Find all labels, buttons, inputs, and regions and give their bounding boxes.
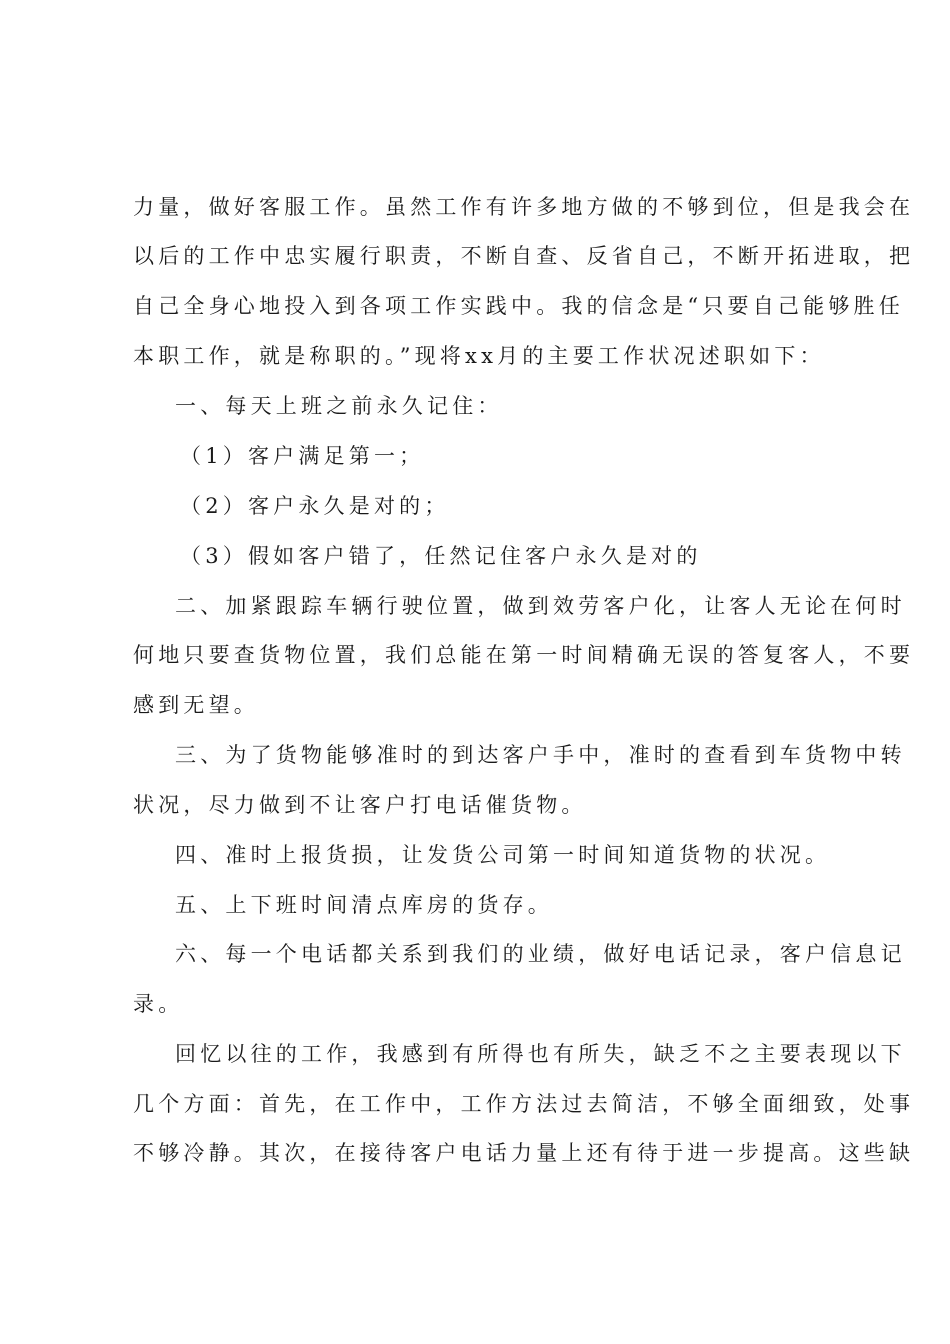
paragraph-line: 以后的工作中忠实履行职责，不断自查、反省自己，不断开拓进取，把 <box>133 244 915 268</box>
paragraph-line: 不够冷静。其次，在接待客户电话力量上还有待于进一步提高。这些缺 <box>133 1141 915 1165</box>
paragraph-line: 力量，做好客服工作。虽然工作有许多地方做的不够到位，但是我会在 <box>133 195 915 219</box>
paragraph-line: 何地只要查货物位置，我们总能在第一时间精确无误的答复客人，不要 <box>133 643 915 667</box>
paragraph-line: 几个方面：首先，在工作中，工作方法过去简洁，不够全面细致，处事 <box>133 1092 915 1116</box>
paragraph-line: 五、上下班时间清点库房的货存。 <box>175 893 553 917</box>
paragraph-line: 自己全身心地投入到各项工作实践中。我的信念是“只要自己能够胜任 <box>133 294 904 318</box>
paragraph-line: 二、加紧跟踪车辆行驶位置，做到效劳客户化，让客人无论在何时 <box>175 594 906 618</box>
paragraph-line: 回忆以往的工作，我感到有所得也有所失，缺乏不之主要表现以下 <box>175 1042 906 1066</box>
list-item: （1）客户满足第一； <box>180 444 425 468</box>
section-heading: 一、每天上班之前永久记住： <box>175 394 503 418</box>
paragraph-line: 六、每一个电话都关系到我们的业绩，做好电话记录，客户信息记 <box>175 942 906 966</box>
paragraph-line: 感到无望。 <box>133 693 259 717</box>
paragraph-line: 录。 <box>133 992 184 1016</box>
paragraph-line: 状况，尽力做到不让客户打电话催货物。 <box>133 793 587 817</box>
list-item: （2）客户永久是对的； <box>180 494 450 518</box>
paragraph-line: 四、准时上报货损，让发货公司第一时间知道货物的状况。 <box>175 843 831 867</box>
paragraph-line: 三、为了货物能够准时的到达客户手中，准时的查看到车货物中转 <box>175 743 906 767</box>
paragraph-line: 本职工作，就是称职的。”现将xx月的主要工作状况述职如下： <box>133 344 825 368</box>
list-item: （3）假如客户错了，任然记住客户永久是对的 <box>180 544 702 568</box>
